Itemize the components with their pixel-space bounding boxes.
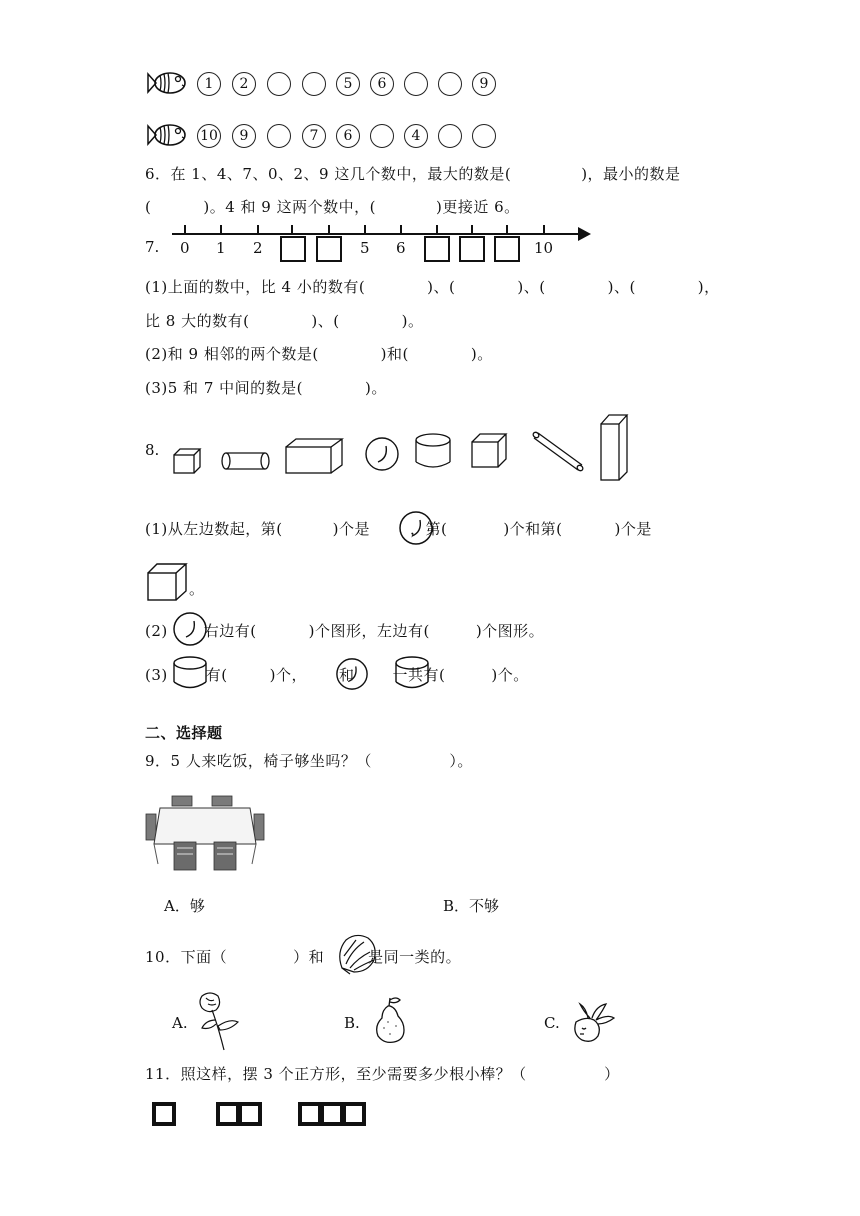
option-b[interactable]: B. <box>344 1014 360 1032</box>
text: )。4 和 9 这两个数中，( <box>203 198 376 216</box>
question-8-part-1-end: 。 <box>189 580 205 598</box>
tick-label: 2 <box>253 239 263 257</box>
question-6-line-2 <box>145 196 520 217</box>
text: )更接近 6。 <box>435 198 520 216</box>
tick <box>257 225 259 234</box>
tick <box>184 225 186 234</box>
text: (3) <box>145 666 168 684</box>
tick <box>506 225 508 234</box>
ball-icon <box>172 611 208 647</box>
cylinder-horizontal-icon <box>222 453 269 469</box>
question-11-text: 11．照这样，摆 3 个正方形，至少需要多少根小棒？（ ） <box>145 1065 620 1083</box>
number-circle[interactable] <box>267 124 291 148</box>
tick <box>328 225 330 234</box>
tick-label: 10 <box>534 239 554 257</box>
cabbage-icon <box>334 930 380 976</box>
number-circle[interactable] <box>438 72 462 96</box>
cylinder-icon <box>394 655 430 691</box>
number-line-axis <box>172 233 582 235</box>
text: )个， <box>269 666 307 684</box>
number-circle[interactable] <box>302 72 326 96</box>
radish-icon[interactable] <box>566 1000 616 1046</box>
text: (1)从左边数起，第( <box>145 520 283 538</box>
number-circle[interactable] <box>438 124 462 148</box>
tick <box>400 225 402 234</box>
option-c[interactable]: C. <box>544 1014 560 1032</box>
number-circle: 6 <box>336 124 360 148</box>
arrow-head-icon <box>578 227 592 241</box>
question-7-part-1: (1)上面的数中，比 4 小的数有( )、( )、( )、( )， <box>145 278 720 296</box>
ball-icon <box>335 657 369 691</box>
rod-icon <box>532 431 584 472</box>
text: 有( <box>205 666 228 684</box>
tick <box>471 225 473 234</box>
tick <box>220 225 222 234</box>
cube-icon <box>472 434 506 467</box>
number-circle: 2 <box>232 72 256 96</box>
fish-icon <box>146 68 190 98</box>
text: 6．在 1、4、7、0、2、9 这几个数中，最大的数是( <box>145 165 512 183</box>
number-circle: 10 <box>197 124 221 148</box>
option-a[interactable]: A．够 <box>164 897 205 915</box>
tick-label: 5 <box>360 239 370 257</box>
text: )个和第( <box>503 520 563 538</box>
text: ）和 <box>293 948 325 966</box>
question-7-label: 7. <box>145 238 160 256</box>
tick-label: 1 <box>216 239 226 257</box>
question-7-part-3: (3)5 和 7 中间的数是( )。 <box>145 379 387 397</box>
cuboid-icon <box>286 439 342 473</box>
question-6-line-1 <box>145 163 681 184</box>
pear-icon[interactable] <box>370 996 410 1046</box>
option-a[interactable]: A. <box>172 1014 188 1032</box>
number-circle: 7 <box>302 124 326 148</box>
text: (2) <box>145 622 168 640</box>
section-title: 二、选择题 <box>145 724 223 742</box>
number-circle: 4 <box>404 124 428 148</box>
cylinder-upright-icon <box>416 434 450 467</box>
text: )个图形，左边有( <box>308 622 430 640</box>
ball-icon <box>398 510 434 546</box>
tick <box>543 225 545 234</box>
flower-icon[interactable] <box>194 990 242 1052</box>
shapes-row <box>168 410 638 485</box>
tick-label: 6 <box>396 239 406 257</box>
tall-cuboid-icon <box>601 415 627 480</box>
ball-icon <box>366 438 398 470</box>
tick <box>436 225 438 234</box>
number-circle[interactable] <box>472 124 496 148</box>
stick-squares-image <box>148 1098 378 1132</box>
answer-box[interactable] <box>280 236 306 262</box>
text: 10．下面（ <box>145 948 228 966</box>
text: 右边有( <box>203 622 257 640</box>
number-circle: 5 <box>336 72 360 96</box>
answer-box[interactable] <box>424 236 450 262</box>
answer-box[interactable] <box>316 236 342 262</box>
number-circle: 9 <box>232 124 256 148</box>
answer-box[interactable] <box>459 236 485 262</box>
text: 是同一类的。 <box>368 948 462 966</box>
text: )个图形。 <box>475 622 545 640</box>
text: )个是 <box>332 520 370 538</box>
text: )个是 <box>614 520 652 538</box>
tick-label: 0 <box>180 239 190 257</box>
tick <box>291 225 293 234</box>
cylinder-icon <box>172 655 208 691</box>
text: ( <box>145 198 152 216</box>
question-7-part-1-cont: 比 8 大的数有( )、( )。 <box>145 312 424 330</box>
tick <box>364 225 366 234</box>
text: 和 <box>338 666 355 684</box>
question-9-text: 9．5 人来吃饭，椅子够坐吗？（ ）。 <box>145 752 473 770</box>
question-10-text <box>145 946 461 967</box>
fish-icon <box>146 120 190 150</box>
small-cube-icon <box>174 449 200 473</box>
text: 一共有( <box>392 666 446 684</box>
question-8-label: 8. <box>145 441 160 459</box>
option-b[interactable]: B．不够 <box>443 897 500 915</box>
text: )个。 <box>491 666 529 684</box>
question-7-part-2: (2)和 9 相邻的两个数是( )和( )。 <box>145 345 493 363</box>
text: ，第( <box>409 520 448 538</box>
number-circle: 6 <box>370 72 394 96</box>
answer-box[interactable] <box>494 236 520 262</box>
cube-icon <box>146 562 188 602</box>
number-circle[interactable] <box>267 72 291 96</box>
table-with-chairs-image <box>144 792 266 878</box>
number-circle: 1 <box>197 72 221 96</box>
number-circle[interactable] <box>404 72 428 96</box>
number-circle: 9 <box>472 72 496 96</box>
text: )，最小的数是 <box>581 165 681 183</box>
number-circle[interactable] <box>370 124 394 148</box>
